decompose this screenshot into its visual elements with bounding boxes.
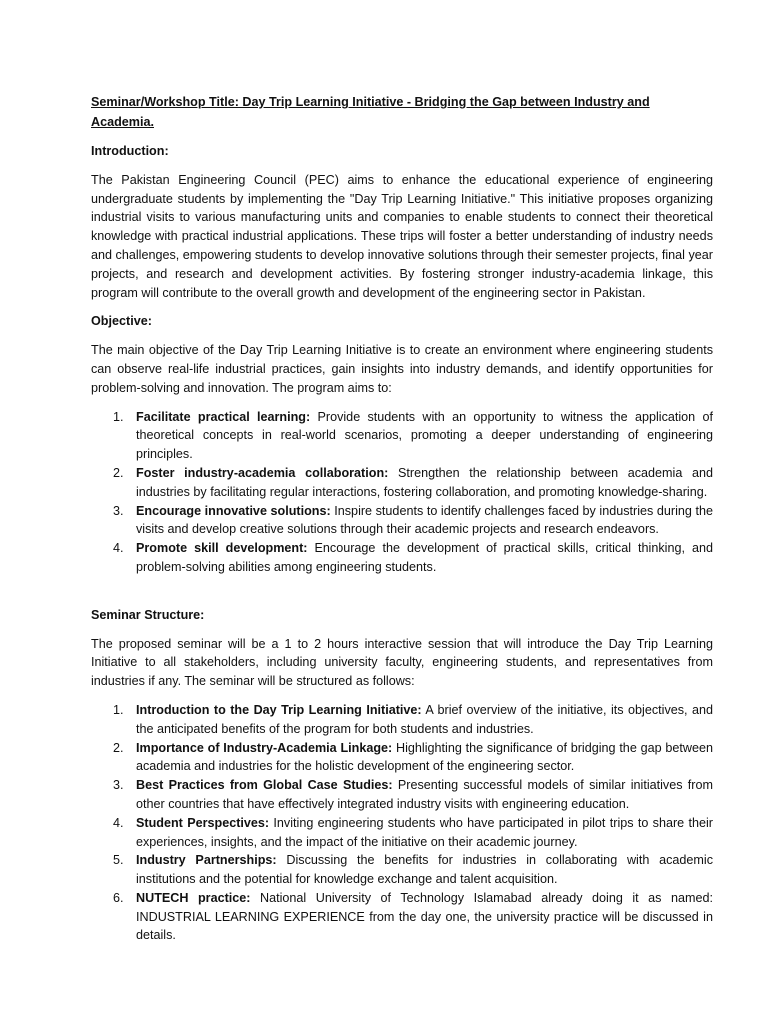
list-number: 4. bbox=[113, 541, 124, 556]
list-item-lead: Introduction to the Day Trip Learning Initiative: bbox=[136, 702, 422, 717]
document-title: Seminar/Workshop Title: Day Trip Learning Initiative - Bridging the Gap between Industry and Academia. bbox=[91, 95, 650, 129]
list-item-lead: Encourage innovative solutions: bbox=[136, 503, 331, 518]
list-number: 3. bbox=[113, 503, 124, 518]
list-item-text: Encourage the development of practical skills, critical thinking, and problem-solving abilities among engineering students. bbox=[136, 541, 713, 574]
list-number: 4. bbox=[113, 815, 124, 830]
list-item bbox=[91, 464, 713, 502]
objective-heading: Objective: bbox=[91, 314, 152, 329]
list-item-text: Provide students with an opportunity to witness the application of theoretical concepts in real-world scenarios, promoting a deeper understanding of engineering principles. bbox=[136, 409, 713, 462]
list-item-text: Inspire students to identify challenges faced by industries during the visits and develop creative solutions through their academic projects and research endeavors. bbox=[136, 503, 713, 537]
structure-list bbox=[91, 701, 713, 945]
list-item-text: Strengthen the relationship between academia and industries by facilitating regular interactions, fostering collaboration, and promoting knowledge-sharing. bbox=[136, 465, 713, 499]
list-item bbox=[91, 502, 713, 540]
list-number: 2. bbox=[113, 740, 124, 755]
list-item-lead: Industry Partnerships: bbox=[136, 853, 277, 868]
list-number: 2. bbox=[113, 465, 124, 480]
objective-paragraph: The main objective of the Day Trip Learning Initiative is to create an environment where engineering students can observe real-life industrial practices, gain insights into industry demands, and identify opportunities for problem-solving and innovation. The program aims to: bbox=[91, 343, 713, 395]
list-item-lead: Importance of Industry-Academia Linkage: bbox=[136, 740, 393, 755]
list-number: 3. bbox=[113, 778, 124, 793]
list-item-lead: Promote skill development: bbox=[136, 541, 308, 556]
structure-heading: Seminar Structure: bbox=[91, 607, 205, 622]
list-item bbox=[91, 889, 713, 945]
introduction-heading: Introduction: bbox=[91, 144, 169, 158]
list-item-lead: Foster industry-academia collaboration: bbox=[136, 465, 389, 480]
list-item-text: Highlighting the significance of bridging the gap between academia and industries for the holistic development of the engineering sector. bbox=[136, 740, 713, 774]
list-item bbox=[91, 776, 713, 814]
list-item-lead: Facilitate practical learning: bbox=[136, 409, 311, 424]
introduction-paragraph: The Pakistan Engineering Council (PEC) aims to enhance the educational experience of engineering undergraduate students by implementing the "Day Trip Learning Initiative." This initiative proposes organizing industrial visits to various manufacturing units and companies to enable students to connect their theoretical knowledge with practical industrial applications. These trips will foster a better understanding of industry needs and challenges, empowering students to develop innovative solutions through their semester projects, final year projects, and research and development activities. By fostering stronger industry-academia linkage, this program will contribute to the overall growth and development of the engineering sector in Pakistan. bbox=[91, 172, 713, 300]
list-number: 5. bbox=[113, 853, 124, 868]
list-item-text: National University of Technology Islamabad already doing it as named: INDUSTRIAL LEARNING EXPERIENCE from the day one, the university practice will be discussed in details. bbox=[136, 890, 714, 943]
list-item-lead: NUTECH practice: bbox=[136, 890, 251, 905]
list-item bbox=[91, 539, 713, 577]
list-item bbox=[91, 851, 713, 889]
list-number: 1. bbox=[113, 702, 124, 717]
list-item bbox=[91, 739, 713, 777]
document-content bbox=[91, 92, 713, 955]
list-item-text: Inviting engineering students who have participated in pilot trips to share their experiences, insights, and the impact of the initiative on their academic journey. bbox=[136, 815, 714, 849]
list-item bbox=[91, 814, 713, 852]
list-item-text: A brief overview of the initiative, its objectives, and the anticipated benefits of the program for both students and industries. bbox=[136, 702, 714, 736]
list-number: 1. bbox=[113, 409, 124, 424]
list-item-lead: Student Perspectives: bbox=[136, 815, 270, 830]
list-item-text: Presenting successful models of similar initiatives from other countries that have effectively integrated industry visits with engineering education. bbox=[136, 778, 713, 811]
list-item bbox=[91, 701, 713, 739]
objective-list bbox=[91, 408, 713, 577]
list-item-lead: Best Practices from Global Case Studies: bbox=[136, 778, 393, 793]
section-spacer bbox=[91, 587, 713, 606]
list-item-text: Discussing the benefits for industries in collaborating with academic institutions and the potential for knowledge exchange and talent acquisition. bbox=[136, 853, 713, 887]
list-item bbox=[91, 408, 713, 464]
list-number: 6. bbox=[113, 890, 124, 905]
structure-paragraph: The proposed seminar will be a 1 to 2 hours interactive session that will introduce the Day Trip Learning Initiative to all stakeholders, including university faculty, engineering students, and representatives from industries if any. The seminar will be structured as follows: bbox=[91, 636, 713, 689]
